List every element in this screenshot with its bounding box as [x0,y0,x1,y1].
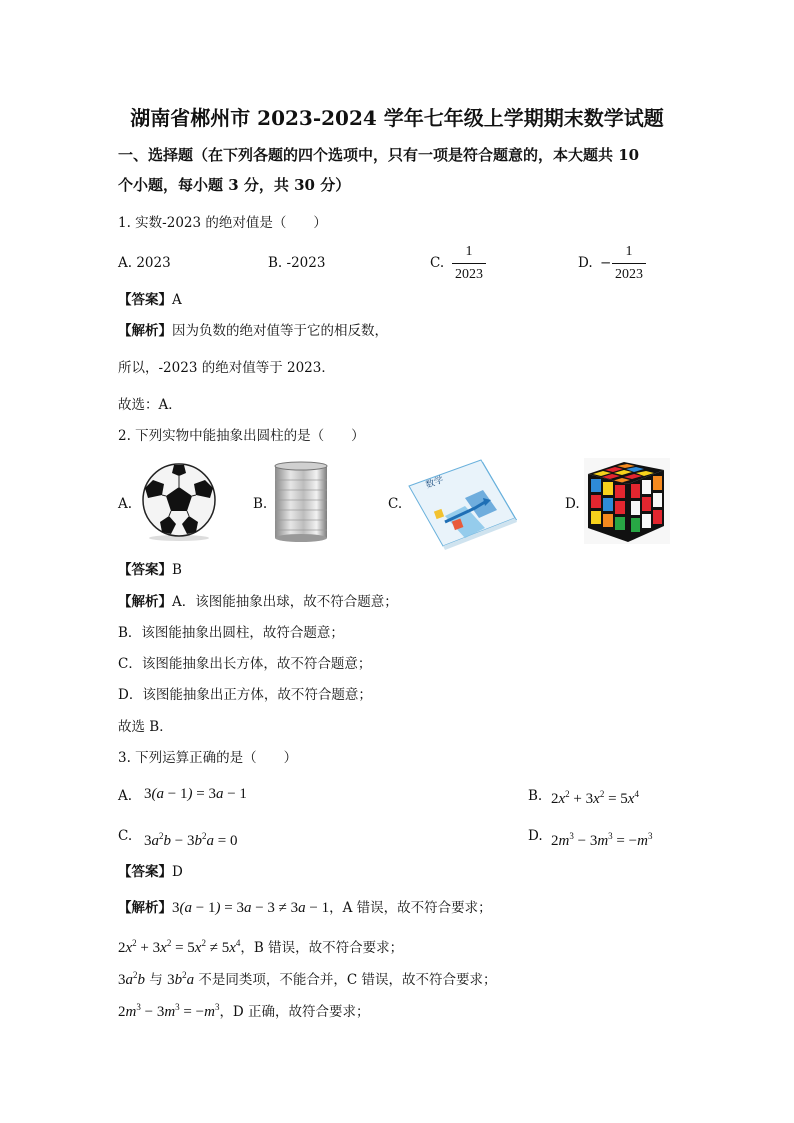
textbook-title: 数学 [424,475,445,491]
q2-option-b-label: B. [253,496,268,512]
q2-choose: 故选 B． [118,719,173,735]
q1-answer [118,291,182,309]
q3-option-d-label: D. [528,828,543,844]
q1-stem: 1. 实数-2023 的绝对值是（ ） [118,215,327,231]
q1-analysis-1 [118,322,388,340]
q3-option-d-formula: $2m^3 - 3m^3 = -m^3$ [551,831,653,849]
q1-option-d-sign: − [600,255,612,271]
page-title: 湖南省郴州市 2023-2024 学年七年级上学期期末数学试题 [130,106,664,130]
q2-analysis-4: D．该图能抽象出正方体，故不符合题意； [118,687,372,703]
q3-analysis-1: 【解析】3(a − 1) = 3a − 3 ≠ 3a − 1，A 错误，故不符合要求； [118,900,492,916]
q2-option-a-label: A. [118,496,133,512]
q2-analysis-1 [118,593,398,611]
answer-tag: 【答案】 [118,864,172,880]
q3-option-b-label: B. [528,788,543,804]
fraction-numerator: 1 [465,244,473,259]
tin-can-image [272,460,330,544]
analysis-tag: 【解析】 [118,594,172,610]
analysis-text: A．该图能抽象出球，故不符合题意； [172,594,398,610]
answer-value: A [172,292,182,308]
analysis-tag: 【解析】 [118,323,172,339]
analysis-text: 不是同类项，不能合并，C 错误，故不符合要求； [198,972,497,988]
q2-analysis-3: C．该图能抽象出长方体，故不符合题意； [118,656,372,672]
q3-answer [118,863,183,881]
analysis-text: ，B 错误，故不符合要求； [240,940,404,956]
q2-answer [118,561,182,579]
section-heading-line-2: 个小题，每小题 3 分，共 30 分） [118,176,351,194]
answer-tag: 【答案】 [118,292,172,308]
q3-option-c-formula: $3a^2b - 3b^2a = 0$ [144,831,238,849]
fraction-denominator: 2023 [455,267,483,282]
textbook-image [405,458,521,550]
analysis-text: 因为负数的绝对值等于它的相反数， [172,323,388,339]
q1-choose: 故选：A． [118,397,182,413]
q2-analysis-2: B．该图能抽象出圆柱，故符合题意； [118,625,344,641]
analysis-text: ，A 错误，故不符合要求； [329,900,492,916]
answer-tag: 【答案】 [118,562,172,578]
fraction-numerator: 1 [625,244,633,259]
q2-option-d-label: D. [565,496,580,512]
q1-option-c-fraction [452,244,486,283]
soccer-ball-image [138,462,220,542]
q1-option-b: B. -2023 [268,255,326,271]
q3-analysis-2: $2x^2 + 3x^2 = 5x^2 \ne 5x^4$，B 错误，故不符合要求； [118,938,404,956]
q3-stem: 3. 下列运算正确的是（ ） [118,750,298,766]
q3-analysis-3: $3a^2b$ 与 $3b^2a$ 不是同类项，不能合并，C 错误，故不符合要求； [118,970,497,988]
answer-value: B [172,562,182,578]
q3-option-b-formula: $2x^2 + 3x^2 = 5x^4$ [551,789,639,807]
q1-option-c-label: C. [430,255,445,271]
answer-value: D [172,864,183,880]
q2-option-c-label: C. [388,496,403,512]
q3-option-a-formula: 3(a − 1) = 3a − 1 [144,786,247,802]
q1-option-a: A. 2023 [118,255,171,271]
rubiks-cube-image [584,458,670,544]
analysis-text: 与 [149,972,163,988]
analysis-tag: 【解析】 [118,900,172,916]
q1-option-d-label: D. [578,255,593,271]
q3-option-a-label: A. [118,788,133,804]
q1-option-d-fraction [612,244,646,283]
q2-stem: 2. 下列实物中能抽象出圆柱的是（ ） [118,428,365,444]
q1-analysis-2: 所以，-2023 的绝对值等于 2023． [118,360,335,376]
section-heading-line-1: 一、选择题（在下列各题的四个选项中，只有一项是符合题意的，本大题共 10 [118,146,640,164]
q3-option-c-label: C. [118,828,133,844]
q3-analysis-4: $2m^3 - 3m^3 = -m^3$，D 正确，故符合要求； [118,1002,370,1020]
fraction-denominator: 2023 [615,267,643,282]
analysis-text: ，D 正确，故符合要求； [219,1004,370,1020]
